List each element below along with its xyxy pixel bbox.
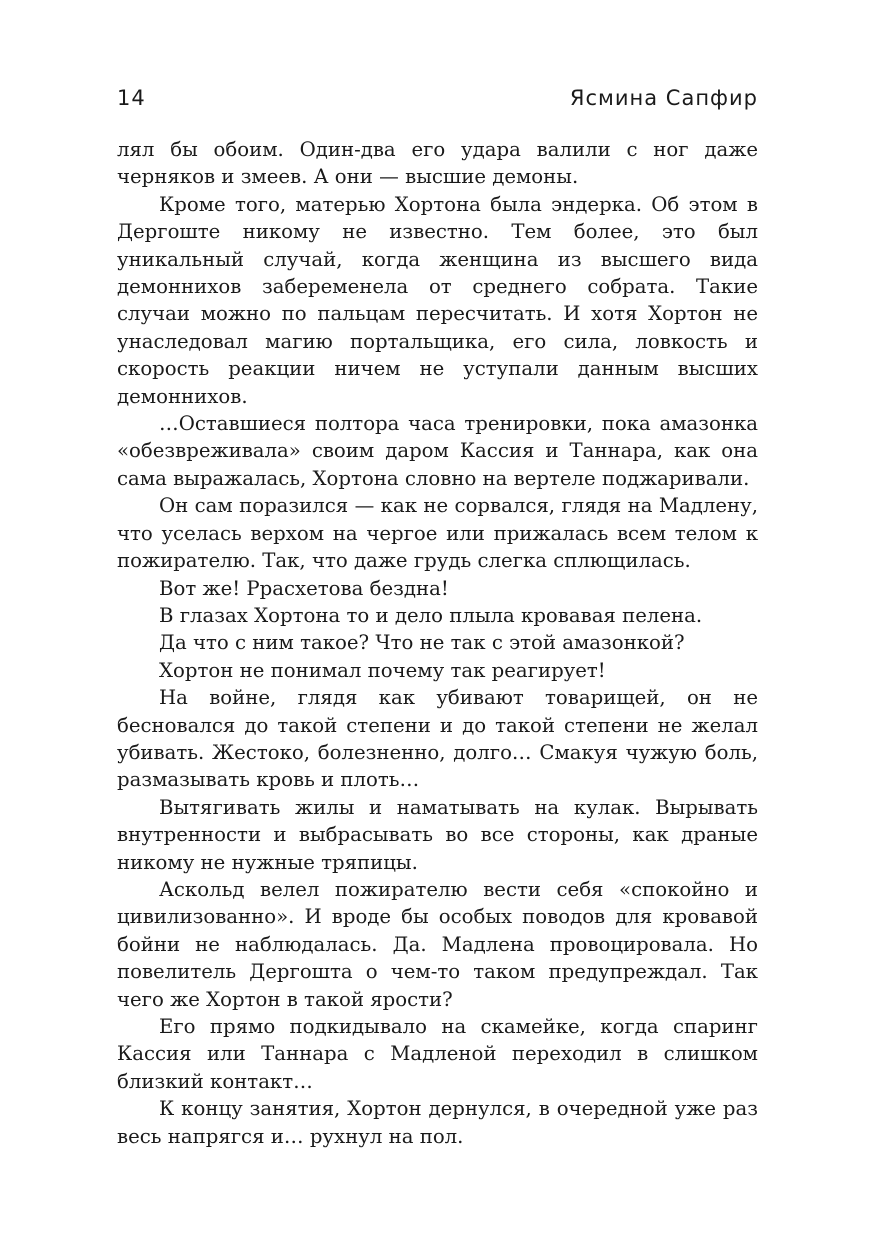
- paragraph: К концу занятия, Хортон дернулся, в очередной уже раз весь напрягся и… рухнул на пол.: [117, 1097, 758, 1148]
- paragraph: Аскольд велел пожирателю вести себя «спокойно и цивилизованно». И вроде бы особых поводов для кровавой бойни не наблюдалась. Да. Мадлена провоцировала. Но повелитель Дергошта о чем-то таком предупреждал. Так чего же Хортон в такой ярости?: [117, 877, 758, 1011]
- body-text: [117, 136, 758, 1150]
- paragraph: Его прямо подкидывало на скамейке, когда спаринг Кассия или Таннара с Мадленой переходил в слишком близкий контакт…: [117, 1015, 758, 1093]
- paragraph: Он сам поразился — как не сорвался, глядя на Мадлену, что уселась верхом на чергое или прижалась всем телом к пожирателю. Так, что даже грудь слегка сплющилась.: [117, 494, 758, 573]
- page-number: 14: [117, 86, 146, 110]
- paragraph: Кроме того, матерью Хортона была эндерка. Об этом в Дергоште никому не известно. Тем более, это был уникальный случай, когда женщина из высшего вида демоннихов забеременела от среднего собрата. Такие случаи можно по пальцам пересчитать. И хотя Хортон не унаследовал магию портальщика, его сила, ловкость и скорость реакции ничем не уступали данным высших демоннихов.: [117, 192, 758, 408]
- paragraph: В глазах Хортона то и дело плыла кровавая пелена.: [159, 603, 703, 627]
- paragraph: Вытягивать жилы и наматывать на кулак. Вырывать внутренности и выбрасывать во все стороны, как драные никому не нужные тряпицы.: [117, 795, 758, 874]
- paragraph: На войне, глядя как убивают товарищей, он не бесновался до такой степени и до такой степени не желал убивать. Жестоко, болезненно, долго… Смакуя чужую боль, размазывать кровь и плоть…: [117, 686, 758, 792]
- paragraph: Да что с ним такое? Что не так с этой амазонкой?: [159, 631, 685, 655]
- paragraph: лял бы обоим. Один-два его удара валили с ног даже черняков и змеев. А они — высшие демоны.: [117, 138, 758, 189]
- paragraph: Хортон не понимал почему так реагирует!: [159, 658, 606, 682]
- running-title: Ясмина Сапфир: [569, 86, 758, 110]
- paragraph: Вот же! Ррасхетова бездна!: [159, 576, 449, 600]
- paragraph: …Оставшиеся полтора часа тренировки, пока амазонка «обезвреживала» своим даром Кассия и Таннара, как она сама выражалась, Хортона словно на вертеле поджаривали.: [117, 412, 758, 490]
- running-header: [117, 86, 758, 116]
